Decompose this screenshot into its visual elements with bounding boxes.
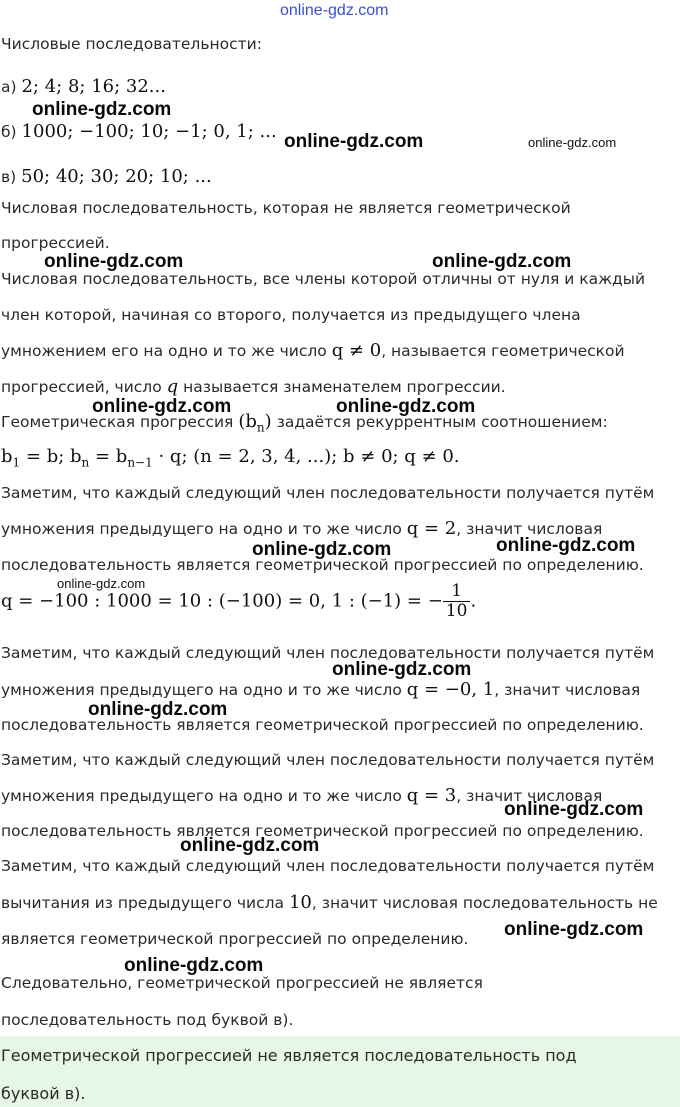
solution-math: 10	[288, 892, 312, 913]
formula-expr: q = −100 : 1000 = 10 : (−100) = 0, 1 : (−1) = −	[1, 590, 443, 612]
item-a-label: а)	[1, 78, 17, 96]
watermark[interactable]: online-gdz.com	[180, 835, 320, 856]
fraction-numerator: 1	[451, 581, 463, 601]
recurrent-formula: $b_1 = b$; $b_n = b_{n-1} \cdot q$; (n = 2, 3, 4, ...); b ≠ 0; q ≠ 0.	[1, 446, 460, 470]
item-b	[1, 121, 277, 142]
watermark[interactable]: online-gdz.com	[32, 99, 172, 120]
solution-math: q = 2	[406, 518, 457, 539]
watermark[interactable]: online-gdz.com	[504, 799, 644, 820]
watermark[interactable]: online-gdz.com	[504, 919, 644, 940]
solution-a2-line-1: Заметим, что каждый следующий член последовательности получается путём	[1, 751, 655, 769]
definition-line-2: член которой, начиная со второго, получается из предыдущего члена	[1, 306, 581, 324]
solution-text: умножения предыдущего на одно и то же число	[1, 787, 402, 805]
watermark[interactable]: online-gdz.com	[432, 251, 572, 272]
watermark[interactable]: online-gdz.com	[92, 396, 232, 417]
solution-a-line-1: Заметим, что каждый следующий член последовательности получается путём	[1, 484, 655, 502]
solution-text: , значит числовая	[494, 681, 641, 699]
fraction	[443, 582, 471, 621]
definition-text: умножением его на одно и то же число	[1, 342, 327, 360]
solution-c-line-3: является геометрической прогрессией по определению.	[1, 930, 469, 948]
recurrent-math-sub: n	[256, 420, 265, 435]
fraction-denominator: 10	[443, 601, 471, 621]
watermark[interactable]: online-gdz.com	[57, 576, 146, 591]
solution-text: вычитания из предыдущего числа	[1, 894, 285, 912]
answer-box	[0, 1036, 680, 1107]
solution-c-line-1: Заметим, что каждый следующий член последовательности получается путём	[1, 857, 655, 875]
watermark[interactable]: online-gdz.com	[496, 535, 636, 556]
watermark[interactable]: online-gdz.com	[252, 539, 392, 560]
solution-math: q = 3	[406, 785, 457, 806]
solution-text: умножения предыдущего на одно и то же число	[1, 681, 402, 699]
watermark[interactable]: online-gdz.com	[284, 131, 424, 152]
watermark[interactable]: online-gdz.com	[44, 251, 184, 272]
definition-text: называется знаменателем прогрессии.	[183, 378, 506, 396]
intro-text: Числовые последовательности:	[1, 35, 262, 53]
watermark-top[interactable]: online-gdz.com	[280, 2, 389, 19]
conclusion-line-1: Следовательно, геометрической прогрессией не является	[1, 974, 483, 992]
solution-b-line-2	[1, 679, 640, 700]
definition-line-4	[1, 376, 506, 397]
watermark[interactable]: online-gdz.com	[124, 955, 264, 976]
solution-c-line-2	[1, 892, 658, 913]
definition-math-q: q ≠ 0	[331, 340, 382, 361]
definition-text: прогрессией, число	[1, 378, 162, 396]
solution-a-line-3: последовательность является геометрической прогрессией по определению.	[1, 556, 644, 574]
definition-line-3	[1, 340, 625, 361]
item-a	[1, 76, 166, 97]
conclusion-line-2: последовательность под буквой в).	[1, 1011, 294, 1029]
recurrent-math-part: (b	[238, 411, 257, 432]
recurrent-text: задаётся рекуррентным соотношением:	[276, 413, 608, 431]
solution-text: , значит числовая	[456, 787, 603, 805]
recurrent-text: Геометрическая прогрессия	[1, 413, 234, 431]
recurrent-math-part: )	[264, 411, 272, 432]
solution-text: , значит числовая	[456, 520, 603, 538]
task-line-2: прогрессией.	[1, 234, 110, 252]
solution-text: , значит числовая последовательность не	[311, 894, 658, 912]
item-c	[1, 166, 212, 187]
watermark[interactable]: online-gdz.com	[528, 135, 617, 150]
item-b-math: 1000; −100; 10; −1; 0, 1; ...	[21, 121, 277, 142]
watermark[interactable]: online-gdz.com	[88, 699, 228, 720]
recurrent-math	[238, 411, 272, 435]
solution-text: умножения предыдущего на одно и то же число	[1, 520, 402, 538]
answer-line-1: Геометрической прогрессией не является последовательность под	[1, 1046, 577, 1065]
definition-text: , называется геометрической	[381, 342, 625, 360]
solution-b-line-3: последовательность является геометрической прогрессией по определению.	[1, 716, 644, 734]
item-b-label: б)	[1, 123, 17, 141]
formula-end: .	[470, 590, 477, 612]
solution-b-line-1: Заметим, что каждый следующий член последовательности получается путём	[1, 644, 655, 662]
item-c-math: 50; 40; 30; 20; 10; ...	[21, 166, 212, 187]
answer-line-2: буквой в).	[1, 1084, 86, 1103]
item-a-math: 2; 4; 8; 16; 32...	[21, 76, 166, 97]
task-line-1: Числовая последовательность, которая не является геометрической	[1, 199, 571, 217]
solution-a2-line-3: последовательность является геометрической прогрессией по определению.	[1, 822, 644, 840]
item-c-label: в)	[1, 168, 17, 186]
watermark[interactable]: online-gdz.com	[332, 659, 472, 680]
definition-line-1: Числовая последовательность, все члены которой отличны от нуля и каждый	[1, 270, 646, 288]
solution-math: q = −0, 1	[406, 679, 495, 700]
watermark[interactable]: online-gdz.com	[336, 396, 476, 417]
definition-math-q: q	[166, 376, 179, 397]
